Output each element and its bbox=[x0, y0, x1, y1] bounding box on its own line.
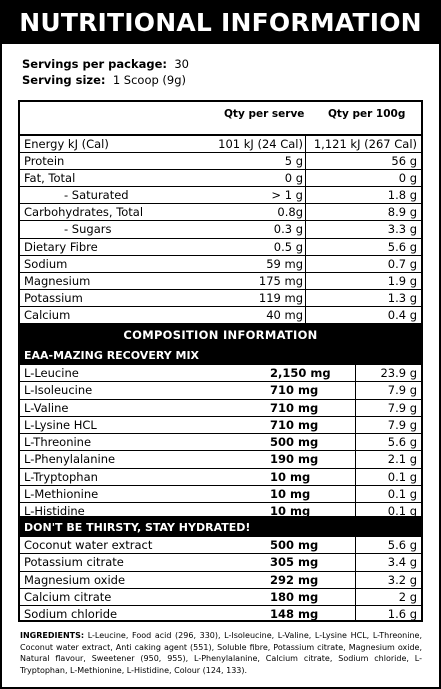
qty-per-serve: 0.8g bbox=[277, 205, 303, 220]
qty-per-serve: 710 mg bbox=[270, 417, 319, 432]
composition-heading: COMPOSITION INFORMATION bbox=[18, 324, 423, 346]
ingredient-label: L-Histidine bbox=[24, 504, 85, 519]
nutrition-row bbox=[20, 204, 421, 221]
qty-per-100g: 0.1 g bbox=[387, 504, 417, 519]
qty-per-100g: 1.6 g bbox=[387, 607, 417, 622]
qty-per-100g: 0 g bbox=[398, 171, 417, 186]
qty-per-serve: 500 mg bbox=[270, 538, 319, 552]
qty-per-serve: 180 mg bbox=[270, 589, 319, 604]
qty-per-serve: 119 mg bbox=[258, 290, 303, 305]
qty-per-100g: 0.7 g bbox=[387, 256, 417, 271]
hydration-heading: DON'T BE THIRSTY, STAY HYDRATED! bbox=[20, 518, 421, 537]
qty-per-100g: 1.9 g bbox=[387, 273, 417, 288]
qty-per-100g: 0.4 g bbox=[387, 307, 417, 322]
ingredient-label: Potassium citrate bbox=[24, 555, 124, 570]
nutrient-label: - Saturated bbox=[64, 188, 129, 203]
nutrition-row bbox=[20, 136, 421, 153]
qty-per-serve: 0.5 g bbox=[273, 239, 303, 254]
qty-per-serve: 10 mg bbox=[270, 487, 311, 502]
qty-per-100g: 23.9 g bbox=[380, 366, 417, 380]
nutrition-row bbox=[20, 307, 421, 324]
qty-per-100g: 1,121 kJ (267 Cal) bbox=[313, 137, 417, 151]
qty-per-serve: 148 mg bbox=[270, 607, 319, 622]
ingredient-label: L-Lysine HCL bbox=[24, 417, 97, 432]
nutrient-label: Protein bbox=[24, 154, 65, 169]
qty-per-100g: 56 g bbox=[391, 154, 417, 169]
nutrient-label: - Sugars bbox=[64, 222, 112, 237]
qty-per-serve: 40 mg bbox=[266, 307, 303, 322]
nutrition-row bbox=[20, 290, 421, 307]
nutrient-label: Potassium bbox=[24, 290, 83, 305]
ingredient-label: Coconut water extract bbox=[24, 538, 153, 552]
qty-per-serve: > 1 g bbox=[271, 188, 303, 203]
qty-per-serve: 10 mg bbox=[270, 504, 311, 519]
composition-row bbox=[20, 572, 421, 589]
col-qty-per-100g: Qty per 100g bbox=[328, 108, 406, 120]
qty-per-100g: 1.8 g bbox=[387, 188, 417, 203]
composition-row bbox=[20, 417, 421, 434]
ingredient-label: L-Tryptophan bbox=[24, 469, 98, 484]
hydration-section bbox=[18, 518, 423, 622]
ingredient-label: L-Phenylalanine bbox=[24, 452, 116, 467]
nutrition-row bbox=[20, 187, 421, 204]
nutrition-row bbox=[20, 273, 421, 290]
qty-per-serve: 292 mg bbox=[270, 572, 319, 587]
qty-per-100g: 5.6 g bbox=[387, 239, 417, 254]
composition-row bbox=[20, 486, 421, 503]
composition-row bbox=[20, 382, 421, 399]
qty-per-100g: 2 g bbox=[398, 589, 417, 604]
nutrition-row bbox=[20, 221, 421, 238]
qty-per-serve: 710 mg bbox=[270, 383, 319, 398]
qty-per-100g: 1.3 g bbox=[387, 290, 417, 305]
qty-per-100g: 5.6 g bbox=[387, 435, 417, 450]
nutrient-label: Dietary Fibre bbox=[24, 239, 98, 254]
nutrient-label: Fat, Total bbox=[24, 171, 76, 186]
ingredient-label: L-Leucine bbox=[24, 366, 79, 380]
col-qty-per-serve: Qty per serve bbox=[224, 108, 305, 120]
qty-per-100g: 7.9 g bbox=[387, 383, 417, 398]
column-divider bbox=[355, 537, 356, 620]
hydration-rows bbox=[20, 537, 421, 623]
ingredient-label: L-Threonine bbox=[24, 435, 92, 450]
qty-per-serve: 0 g bbox=[284, 171, 303, 186]
nutrition-row bbox=[20, 153, 421, 170]
composition-row bbox=[20, 606, 421, 623]
composition-row bbox=[20, 589, 421, 606]
nutrient-label: Energy kJ (Cal) bbox=[24, 137, 109, 151]
qty-per-serve: 190 mg bbox=[270, 452, 319, 467]
eaa-heading: EAA-MAZING RECOVERY MIX bbox=[20, 346, 421, 365]
composition-row bbox=[20, 400, 421, 417]
ingredient-label: Calcium citrate bbox=[24, 589, 112, 604]
composition-row bbox=[20, 469, 421, 486]
nutrition-row bbox=[20, 239, 421, 256]
nutrition-column-headers bbox=[20, 108, 421, 124]
ingredient-label: L-Isoleucine bbox=[24, 383, 93, 398]
qty-per-serve: 2,150 mg bbox=[270, 366, 331, 380]
eaa-rows bbox=[20, 365, 421, 521]
composition-row bbox=[20, 365, 421, 382]
ingredients-text: L-Leucine, Food acid (296, 330), L-Isoleucine, L-Valine, L-Lysine HCL, L-Threonine, Coconut water extract, Anti caking agent (551), Soluble fibre, Potassium citrate, Magnesium oxide, Natural flavour, Sweetener (950, 955), L-Phenylalanine, Calcium citrate, Sodium chloride, L-Tryptophan, L-Methionine, L-Histidine, Colour (124, 133). bbox=[20, 631, 423, 675]
serving-size-value: 1 Scoop (9g) bbox=[112, 73, 187, 87]
nutrient-label: Carbohydrates, Total bbox=[24, 205, 144, 220]
qty-per-100g: 8.9 g bbox=[387, 205, 417, 220]
ingredient-label: L-Valine bbox=[24, 400, 69, 415]
eaa-section bbox=[18, 346, 423, 518]
qty-per-100g: 7.9 g bbox=[387, 400, 417, 415]
ingredient-label: Sodium chloride bbox=[24, 607, 118, 622]
qty-per-serve: 500 mg bbox=[270, 435, 319, 450]
qty-per-100g: 3.4 g bbox=[387, 555, 417, 570]
qty-per-100g: 0.1 g bbox=[387, 487, 417, 502]
servings-per-package-value: 30 bbox=[174, 57, 189, 71]
qty-per-100g: 0.1 g bbox=[387, 469, 417, 484]
nutrient-label: Magnesium bbox=[24, 273, 91, 288]
ingredient-label: L-Methionine bbox=[24, 487, 99, 502]
composition-row bbox=[20, 537, 421, 554]
qty-per-100g: 5.6 g bbox=[387, 538, 417, 552]
page-title: NUTRITIONAL INFORMATION bbox=[2, 2, 439, 44]
column-divider bbox=[305, 134, 306, 328]
servings-per-package bbox=[22, 56, 189, 72]
qty-per-100g: 3.2 g bbox=[387, 572, 417, 587]
composition-row bbox=[20, 554, 421, 571]
ingredients-label: INGREDIENTS: bbox=[20, 631, 85, 640]
qty-per-serve: 10 mg bbox=[270, 469, 311, 484]
serving-size-label: Serving size: bbox=[22, 73, 106, 87]
nutrition-table bbox=[18, 100, 423, 326]
serving-size bbox=[22, 72, 189, 88]
servings-per-package-label: Servings per package: bbox=[22, 57, 168, 71]
composition-row bbox=[20, 434, 421, 451]
composition-row bbox=[20, 451, 421, 468]
qty-per-serve: 101 kJ (24 Cal) bbox=[218, 137, 303, 151]
nutrition-row bbox=[20, 170, 421, 187]
qty-per-100g: 2.1 g bbox=[387, 452, 417, 467]
column-divider bbox=[355, 365, 356, 516]
qty-per-serve: 59 mg bbox=[266, 256, 303, 271]
qty-per-serve: 0.3 g bbox=[273, 222, 303, 237]
qty-per-100g: 3.3 g bbox=[387, 222, 417, 237]
qty-per-serve: 5 g bbox=[284, 154, 303, 169]
nutrient-label: Sodium bbox=[24, 256, 68, 271]
qty-per-serve: 710 mg bbox=[270, 400, 319, 415]
nutrient-label: Calcium bbox=[24, 307, 71, 322]
servings-info bbox=[22, 56, 189, 88]
ingredient-label: Magnesium oxide bbox=[24, 572, 126, 587]
qty-per-100g: 7.9 g bbox=[387, 417, 417, 432]
qty-per-serve: 175 mg bbox=[258, 273, 303, 288]
qty-per-serve: 305 mg bbox=[270, 555, 319, 570]
ingredients-list bbox=[20, 630, 422, 676]
nutrition-row bbox=[20, 256, 421, 273]
nutrition-rows bbox=[20, 134, 421, 324]
